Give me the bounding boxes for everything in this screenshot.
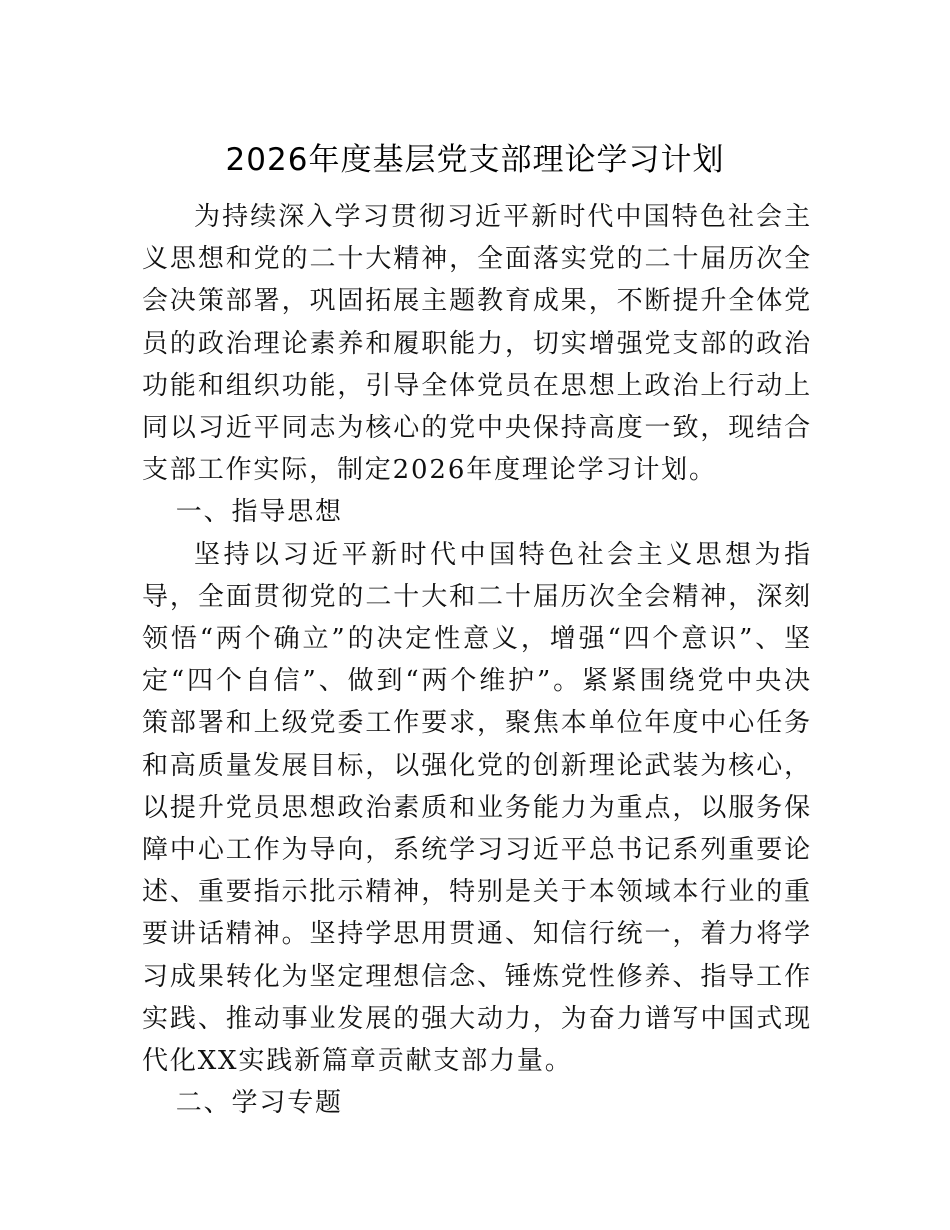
guiding-ideology-paragraph: 坚持以习近平新时代中国特色社会主义思想为指导，全面贯彻党的二十大和二十届历次全会精神，深刻领悟“两个确立”的决定性意义，增强“四个意识”、坚定“四个自信”、做到“两个维护”。紧紧围绕党中央决策部署和上级党委工作要求，聚焦本单位年度中心任务和高质量发展目标，以强化党的创新理论武装为核心，以提升党员思想政治素质和业务能力为重点，以服务保障中心工作为导向，系统学习习近平总书记系列重要论述、重要指示批示精神，特别是关于本领域本行业的重要讲话精神。坚持学思用贯通、知信行统一，着力将学习成果转化为坚定理想信念、锤炼党性修养、指导工作实践、推动事业发展的强大动力，为奋力谱写中国式现代化XX实践新篇章贡献支部力量。 xyxy=(142,539,812,1077)
section-heading-guiding-ideology: 一、指导思想 xyxy=(175,497,343,528)
document-body xyxy=(142,196,812,1124)
section-heading-study-topics: 二、学习专题 xyxy=(175,1088,343,1119)
document-title: 2026年度基层党支部理论学习计划 xyxy=(225,142,725,178)
intro-paragraph: 为持续深入学习贯彻习近平新时代中国特色社会主义思想和党的二十大精神，全面落实党的二十届历次全会决策部署，巩固拓展主题教育成果，不断提升全体党员的政治理论素养和履职能力，切实增强党支部的政治功能和组织功能，引导全体党员在思想上政治上行动上同以习近平同志为核心的党中央保持高度一致，现结合支部工作实际，制定2026年度理论学习计划。 xyxy=(142,202,812,486)
